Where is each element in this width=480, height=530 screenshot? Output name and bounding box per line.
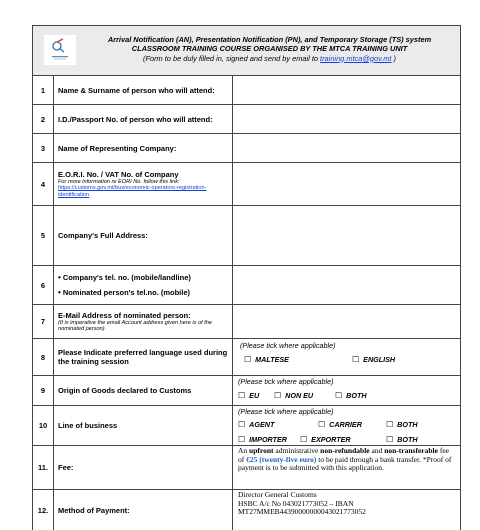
row-label: Company's tel. no. (mobile/landline) bbox=[62, 273, 191, 282]
row-company bbox=[33, 134, 460, 163]
training-email-link[interactable]: training.mtca@gov.mt bbox=[320, 53, 392, 63]
row-number: 4 bbox=[33, 163, 54, 205]
row-label: Please Indicate preferred language used during the training session bbox=[58, 348, 228, 366]
option-exporter[interactable]: ☐ EXPORTER bbox=[300, 435, 351, 444]
option-non-eu[interactable]: ☐ NON EU bbox=[274, 391, 314, 400]
row-number: 11. bbox=[33, 446, 54, 489]
row-number: 8 bbox=[33, 339, 54, 375]
row-label: Fee: bbox=[58, 463, 74, 472]
row-label: I.D./Passport No. of person who will attend: bbox=[58, 114, 213, 124]
eori-link[interactable]: https://customs.gov.mt/bus/economic-operators-registration-identification bbox=[58, 185, 207, 198]
row-origin bbox=[33, 376, 460, 406]
row-label: E-Mail Address of nominated person: bbox=[58, 310, 191, 320]
checkbox-icon: ☐ bbox=[238, 420, 246, 429]
row-fee bbox=[33, 446, 460, 490]
option-english[interactable]: ☐ ENGLISH bbox=[352, 355, 396, 364]
row-label: Nominated person's tel.no. (mobile) bbox=[62, 288, 191, 297]
option-carrier[interactable]: ☐ CARRIER bbox=[318, 420, 362, 429]
option-both[interactable]: ☐ BOTH bbox=[386, 420, 418, 429]
row-language bbox=[33, 339, 460, 376]
form-header bbox=[33, 25, 460, 76]
fee-description: An upfront administrative non-refundable and non-transferable fee of €25 (twenty-five euro) to be paid through a bank transfer. *Proof of payment is to be submitted with this application. bbox=[238, 446, 452, 473]
option-both[interactable]: ☐ BOTH bbox=[386, 435, 418, 444]
row-label: Name & Surname of person who will attend: bbox=[58, 85, 215, 95]
option-both[interactable]: ☐ BOTH bbox=[335, 391, 367, 400]
row-label: Company's Full Address: bbox=[58, 231, 148, 240]
iban: MT27MMEB44390000000043021773052 bbox=[238, 507, 366, 517]
fee-amount: €25 (twenty-five euro) bbox=[246, 454, 317, 464]
checkbox-icon: ☐ bbox=[238, 435, 246, 444]
bank-account: HSBC A/c No 043021773052 – IBAN bbox=[238, 498, 354, 508]
form-title-line1: Arrival Notification (AN), Presentation Notification (PN), and Temporary Storage (TS) system bbox=[107, 35, 432, 44]
row-number: 5 bbox=[33, 206, 54, 265]
row-business bbox=[33, 406, 460, 446]
row-phone bbox=[33, 266, 460, 305]
mtca-logo-icon bbox=[44, 35, 76, 65]
checkbox-icon: ☐ bbox=[318, 420, 326, 429]
address-field[interactable] bbox=[234, 206, 460, 265]
row-number: 2 bbox=[33, 105, 54, 133]
row-number: 7 bbox=[33, 305, 54, 338]
row-id bbox=[33, 105, 460, 134]
tick-note: (Please tick where applicable) bbox=[238, 377, 334, 386]
option-agent[interactable]: ☐ AGENT bbox=[238, 420, 275, 429]
eori-vat-field[interactable] bbox=[234, 163, 460, 205]
row-label: Origin of Goods declared to Customs bbox=[58, 386, 192, 395]
checkbox-icon: ☐ bbox=[352, 355, 360, 364]
row-label: E.O.R.I. No. / VAT No. of Company bbox=[58, 169, 179, 179]
payee-name: Director General Customs bbox=[238, 490, 317, 499]
email-field[interactable] bbox=[234, 305, 460, 338]
checkbox-icon: ☐ bbox=[300, 435, 308, 444]
bullet-icon: • bbox=[58, 288, 61, 297]
row-label: Method of Payment: bbox=[58, 505, 130, 515]
row-number: 10 bbox=[33, 406, 54, 445]
row-email bbox=[33, 305, 460, 339]
phone-field[interactable] bbox=[234, 266, 460, 304]
row-name bbox=[33, 76, 460, 105]
registration-form bbox=[32, 25, 461, 530]
row-eori bbox=[33, 163, 460, 206]
tick-note: (Please tick where applicable) bbox=[240, 341, 336, 350]
payment-details bbox=[234, 490, 460, 530]
row-label: Name of Representing Company: bbox=[58, 143, 177, 153]
row-number: 9 bbox=[33, 376, 54, 405]
row-payment bbox=[33, 490, 460, 530]
id-passport-field[interactable] bbox=[234, 105, 460, 133]
form-title-line2: CLASSROOM TRAINING COURSE ORGANISED BY THE MTCA TRAINING UNIT bbox=[131, 44, 408, 54]
tick-note: (Please tick where applicable) bbox=[238, 407, 334, 416]
row-address bbox=[33, 206, 460, 266]
bullet-icon: • bbox=[58, 273, 61, 282]
row-number: 3 bbox=[33, 134, 54, 162]
row-number: 1 bbox=[33, 76, 54, 104]
option-importer[interactable]: ☐ IMPORTER bbox=[238, 435, 287, 444]
row-label: Line of business bbox=[58, 421, 118, 430]
eori-note: For more information re EORI No. follow this link: bbox=[58, 178, 180, 185]
form-instructions: (Form to be duly filled in, signed and send by email to training.mtca@gov.mt ) bbox=[142, 53, 397, 63]
option-maltese[interactable]: ☐ MALTESE bbox=[244, 355, 289, 364]
email-note: (It is imperative the email Account address given here is of the nominated person) bbox=[58, 319, 213, 332]
checkbox-icon: ☐ bbox=[335, 391, 343, 400]
company-name-field[interactable] bbox=[234, 134, 460, 162]
name-field[interactable] bbox=[234, 76, 460, 104]
checkbox-icon: ☐ bbox=[238, 391, 246, 400]
checkbox-icon: ☐ bbox=[386, 435, 394, 444]
checkbox-icon: ☐ bbox=[386, 420, 394, 429]
checkbox-icon: ☐ bbox=[274, 391, 282, 400]
checkbox-icon: ☐ bbox=[244, 355, 252, 364]
row-number: 12. bbox=[33, 490, 54, 530]
option-eu[interactable]: ☐ EU bbox=[238, 391, 260, 400]
row-number: 6 bbox=[33, 266, 54, 304]
